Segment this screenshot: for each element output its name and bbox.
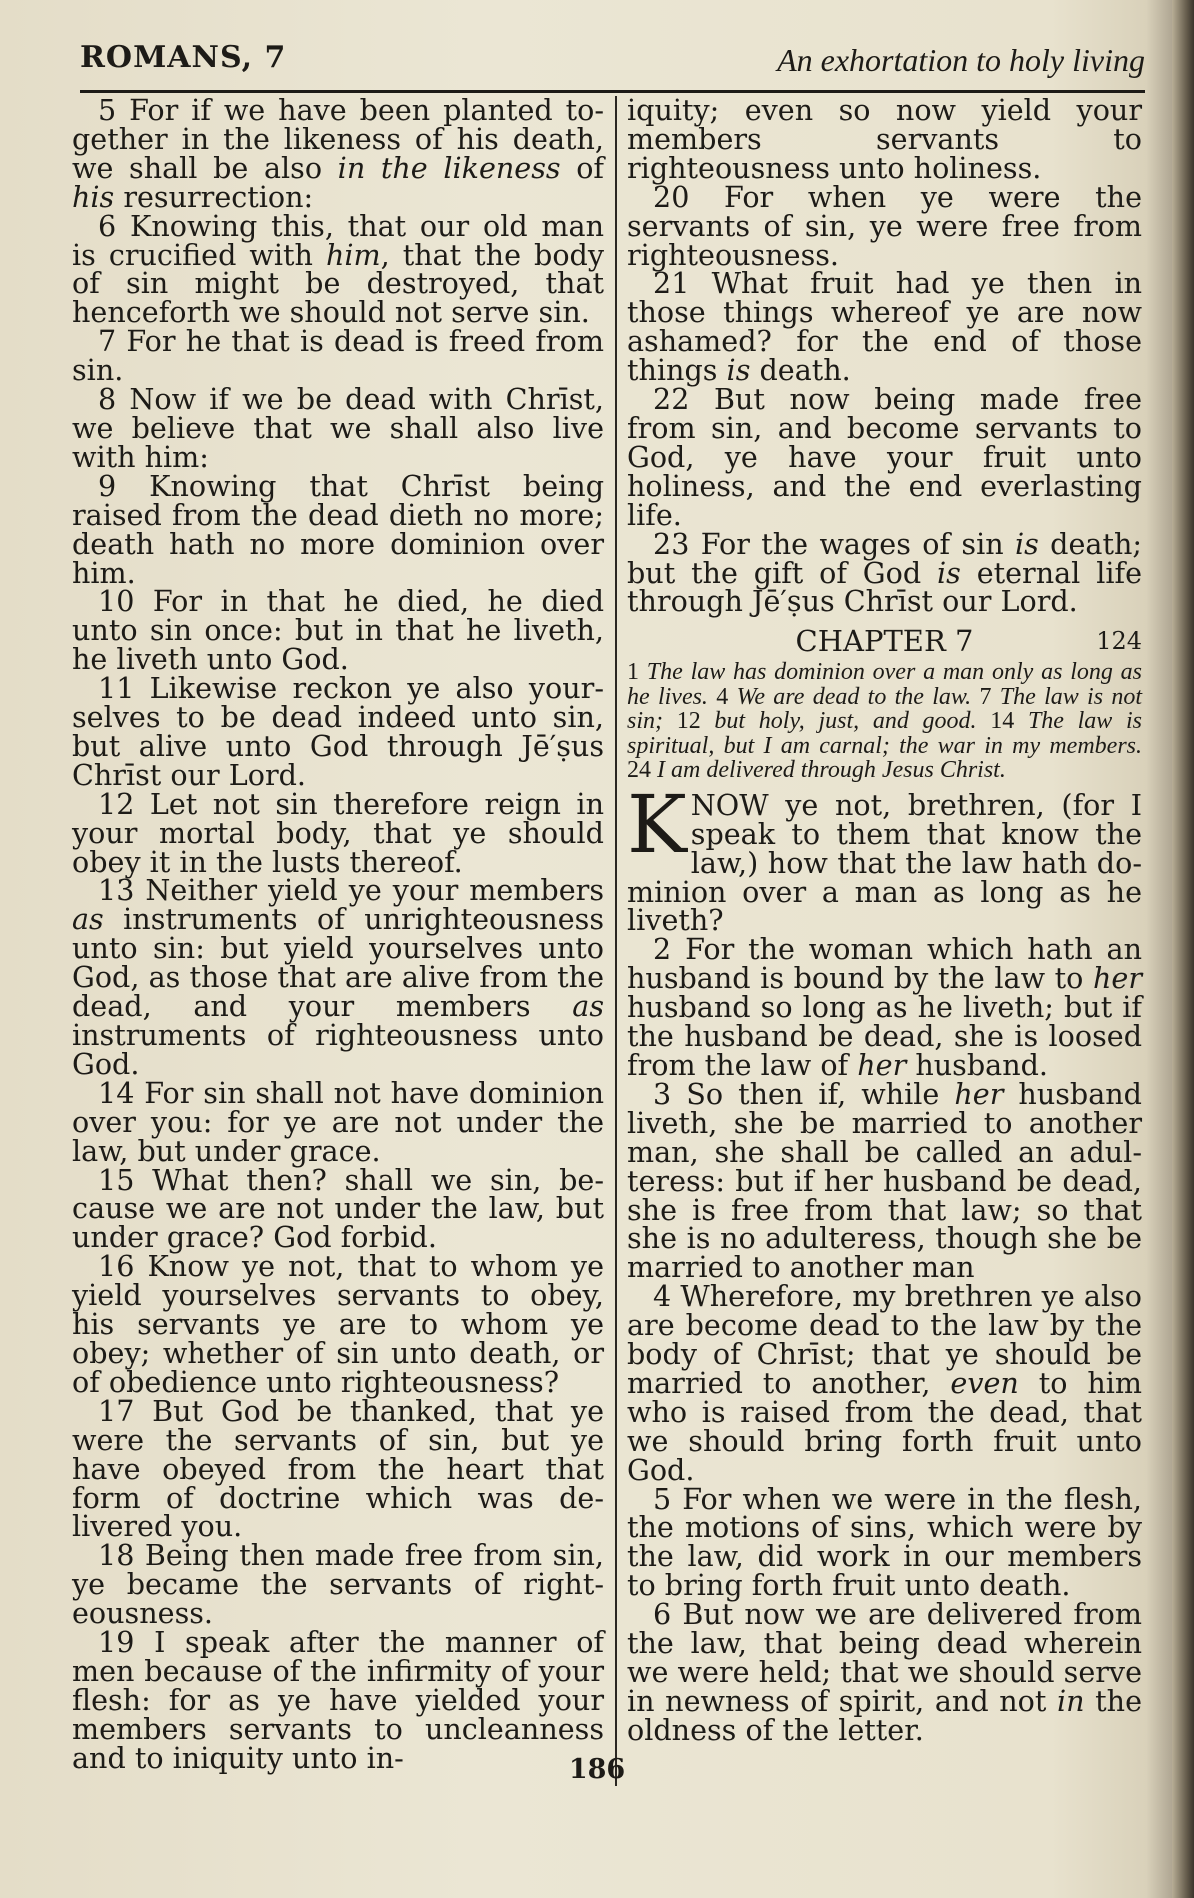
verse-number: 5 <box>653 1481 672 1516</box>
summary-verse-number: 14 <box>990 708 1028 735</box>
verse-number: 16 <box>98 1249 135 1284</box>
running-header <box>80 36 1145 86</box>
right-column <box>627 93 1143 1747</box>
verse-number: 8 <box>98 382 117 417</box>
verse-number: 23 <box>653 526 690 561</box>
italic-word: her <box>954 1076 1004 1111</box>
chapter-7-start <box>627 777 1143 1747</box>
italic-word: as <box>572 989 604 1024</box>
book-chapter-heading: ROMANS, 7 <box>80 40 287 75</box>
drop-cap: K <box>627 777 687 871</box>
verse: 6 But now we are delivered from the law, that being dead wherein we were held; that we should serve in newness of spirit, and not in the oldness of the letter. <box>627 1597 1142 1747</box>
verse: 9 Knowing that Chrīst being raised from the dead dieth no more; death hath no more dominion over him. <box>72 468 604 590</box>
summary-verse-number: 24 <box>627 757 657 784</box>
column-divider <box>615 96 617 1786</box>
page-edge-shadow <box>1172 0 1194 1898</box>
italic-word: him <box>325 237 381 272</box>
verse-number: 2 <box>653 932 672 967</box>
verse: 10 For in that he died, he died unto sin once: but in that he liveth, he liveth unto God. <box>72 584 604 677</box>
verse-number: 12 <box>98 786 135 821</box>
chapter-6-end <box>627 93 1143 619</box>
italic-word: in the likeness <box>337 150 561 185</box>
italic-word: even <box>950 1365 1019 1400</box>
verse: 15 What then? shall we sin, because we are not under the law, but under grace? God forbid. <box>72 1162 604 1255</box>
chapter-summary: 1 The law has dominion over a man only as long as he lives. 4 We are dead to the law. 7 The law is not sin; 12 but holy, just, and good. 14 The law is spiritual, but I am carnal; the war in my members. 24 I am delivered through Jesus Christ. <box>627 659 1143 784</box>
verse-number: 14 <box>98 1075 135 1110</box>
chapter-heading <box>627 624 1142 658</box>
verse: 18 Being then made free from sin, ye became the servants of righteousness. <box>72 1538 604 1631</box>
verse-number: 3 <box>653 1076 672 1111</box>
summary-verse-number: 12 <box>676 708 715 735</box>
summary-verse-number: 1 <box>627 659 647 686</box>
summary-verse-number: 4 <box>716 683 737 710</box>
verse-number: 20 <box>653 179 690 214</box>
verse-number: 22 <box>653 382 690 417</box>
verse: 6 Knowing this, that our old man is crucified with him, that the body of sin might be destroyed, that henceforth we should not serve sin. <box>72 208 604 330</box>
verse-number: 4 <box>653 1279 672 1314</box>
verse-number: 7 <box>98 324 117 359</box>
verse: 3 So then if, while her husband liveth, she be married to another man, she shall be called an adulteress: but if her husband be dead, she is free from that law; so that she is no adulteress, though she be married to another man <box>627 1076 1142 1285</box>
verse-number: 10 <box>98 584 135 619</box>
verse: 8 Now if we be dead with Chrīst, we believe that we shall also live with him: <box>72 382 604 474</box>
section-heading: An exhortation to holy living <box>777 42 1145 78</box>
italic-word: his <box>72 179 115 214</box>
verse: 4 Wherefore, my brethren ye also are become dead to the law by the body of Chrīst; that ye should be married to another, even to him who is raised from the dead, that we should bring forth fruit unto God. <box>627 1279 1143 1487</box>
chapter-title: CHAPTER 7 <box>795 624 974 659</box>
verse: KNOW ye not, brethren, (for I speak to them that know the law,) how that the law hath dominion over a man as long as he liveth? <box>627 777 1142 938</box>
verse-number: 17 <box>98 1393 135 1428</box>
verse-number: 19 <box>98 1625 135 1660</box>
verse: 12 Let not sin therefore reign in your mortal body, that ye should obey it in the lusts thereof. <box>72 786 604 879</box>
verse-number: 11 <box>98 671 135 706</box>
italic-word: is <box>937 555 961 590</box>
verse: 5 For if we have been planted together in the likeness of his death, we shall be also in the likeness of his resurrection: <box>72 93 604 214</box>
verse-number: 9 <box>98 468 117 503</box>
verse: 5 For when we were in the flesh, the motions of sins, which were by the law, did work in our members to bring forth fruit unto death. <box>627 1481 1142 1603</box>
verse-number: 6 <box>653 1597 672 1632</box>
chapter-reference: 124 <box>1096 627 1142 656</box>
verse-number: 6 <box>98 208 117 243</box>
verse: 17 But God be thanked, that ye were the servants of sin, but ye have obeyed from the heart that form of doctrine which was delivered you. <box>72 1393 604 1544</box>
summary-verse-number: 7 <box>979 683 1000 710</box>
verse: 2 For the woman which hath an husband is bound by the law to her husband so long as he liveth; but if the husband be dead, she is loosed from the law of her husband. <box>627 932 1142 1082</box>
verse: 23 For the wages of sin is death; but the gift of God is eternal life through Jē′ṣus Chrīst our Lord. <box>627 526 1143 619</box>
verse: iquity; even so now yield your members servants to righteousness unto holiness. <box>627 93 1142 185</box>
verse-number: 13 <box>98 873 135 908</box>
verse-number: 21 <box>653 266 690 301</box>
page-number: 186 <box>568 1754 626 1785</box>
verse: 22 But now being made free from sin, and become servants to God, ye have your fruit unto holiness, and the end everlasting life. <box>627 382 1142 532</box>
italic-word: as <box>72 902 104 937</box>
italic-word: her <box>857 1047 907 1082</box>
verse: 14 For sin shall not have dominion over you: for ye are not under the law, but under grace. <box>72 1075 604 1168</box>
verse: 21 What fruit had ye then in those things whereof ye are now ashamed? for the end of those things is death. <box>627 266 1142 388</box>
italic-word: her <box>1092 961 1142 996</box>
verse: 19 I speak after the manner of men because of the infirmity of your flesh: for as ye have yielded your members servants to uncleanness and to iniquity unto in- <box>72 1625 604 1775</box>
verse-number: 18 <box>98 1538 135 1573</box>
left-column <box>72 93 604 1775</box>
verse: 11 Likewise reckon ye also yourselves to be dead indeed unto sin, but alive unto God through Jē′ṣus Chrīst our Lord. <box>72 671 604 792</box>
verse-number: 15 <box>98 1162 135 1197</box>
verse-number: 5 <box>98 93 117 127</box>
verse: 7 For he that is dead is freed from sin. <box>72 324 604 388</box>
italic-word: is <box>1015 526 1039 561</box>
verse: 20 For when ye were the servants of sin, ye were free from righteousness. <box>627 179 1142 272</box>
italic-word: is <box>726 353 751 388</box>
verse: 13 Neither yield ye your members as instruments of unrighteousness unto sin: but yield yourselves unto God, as those that are alive from the dead, and your members as instruments of righteousness unto God. <box>72 873 604 1081</box>
verse: 16 Know ye not, that to whom ye yield yourselves servants to obey, his servants ye are to whom ye obey; whether of sin unto death, or of obedience unto righteousness? <box>72 1249 604 1399</box>
italic-word: in <box>1056 1683 1085 1718</box>
